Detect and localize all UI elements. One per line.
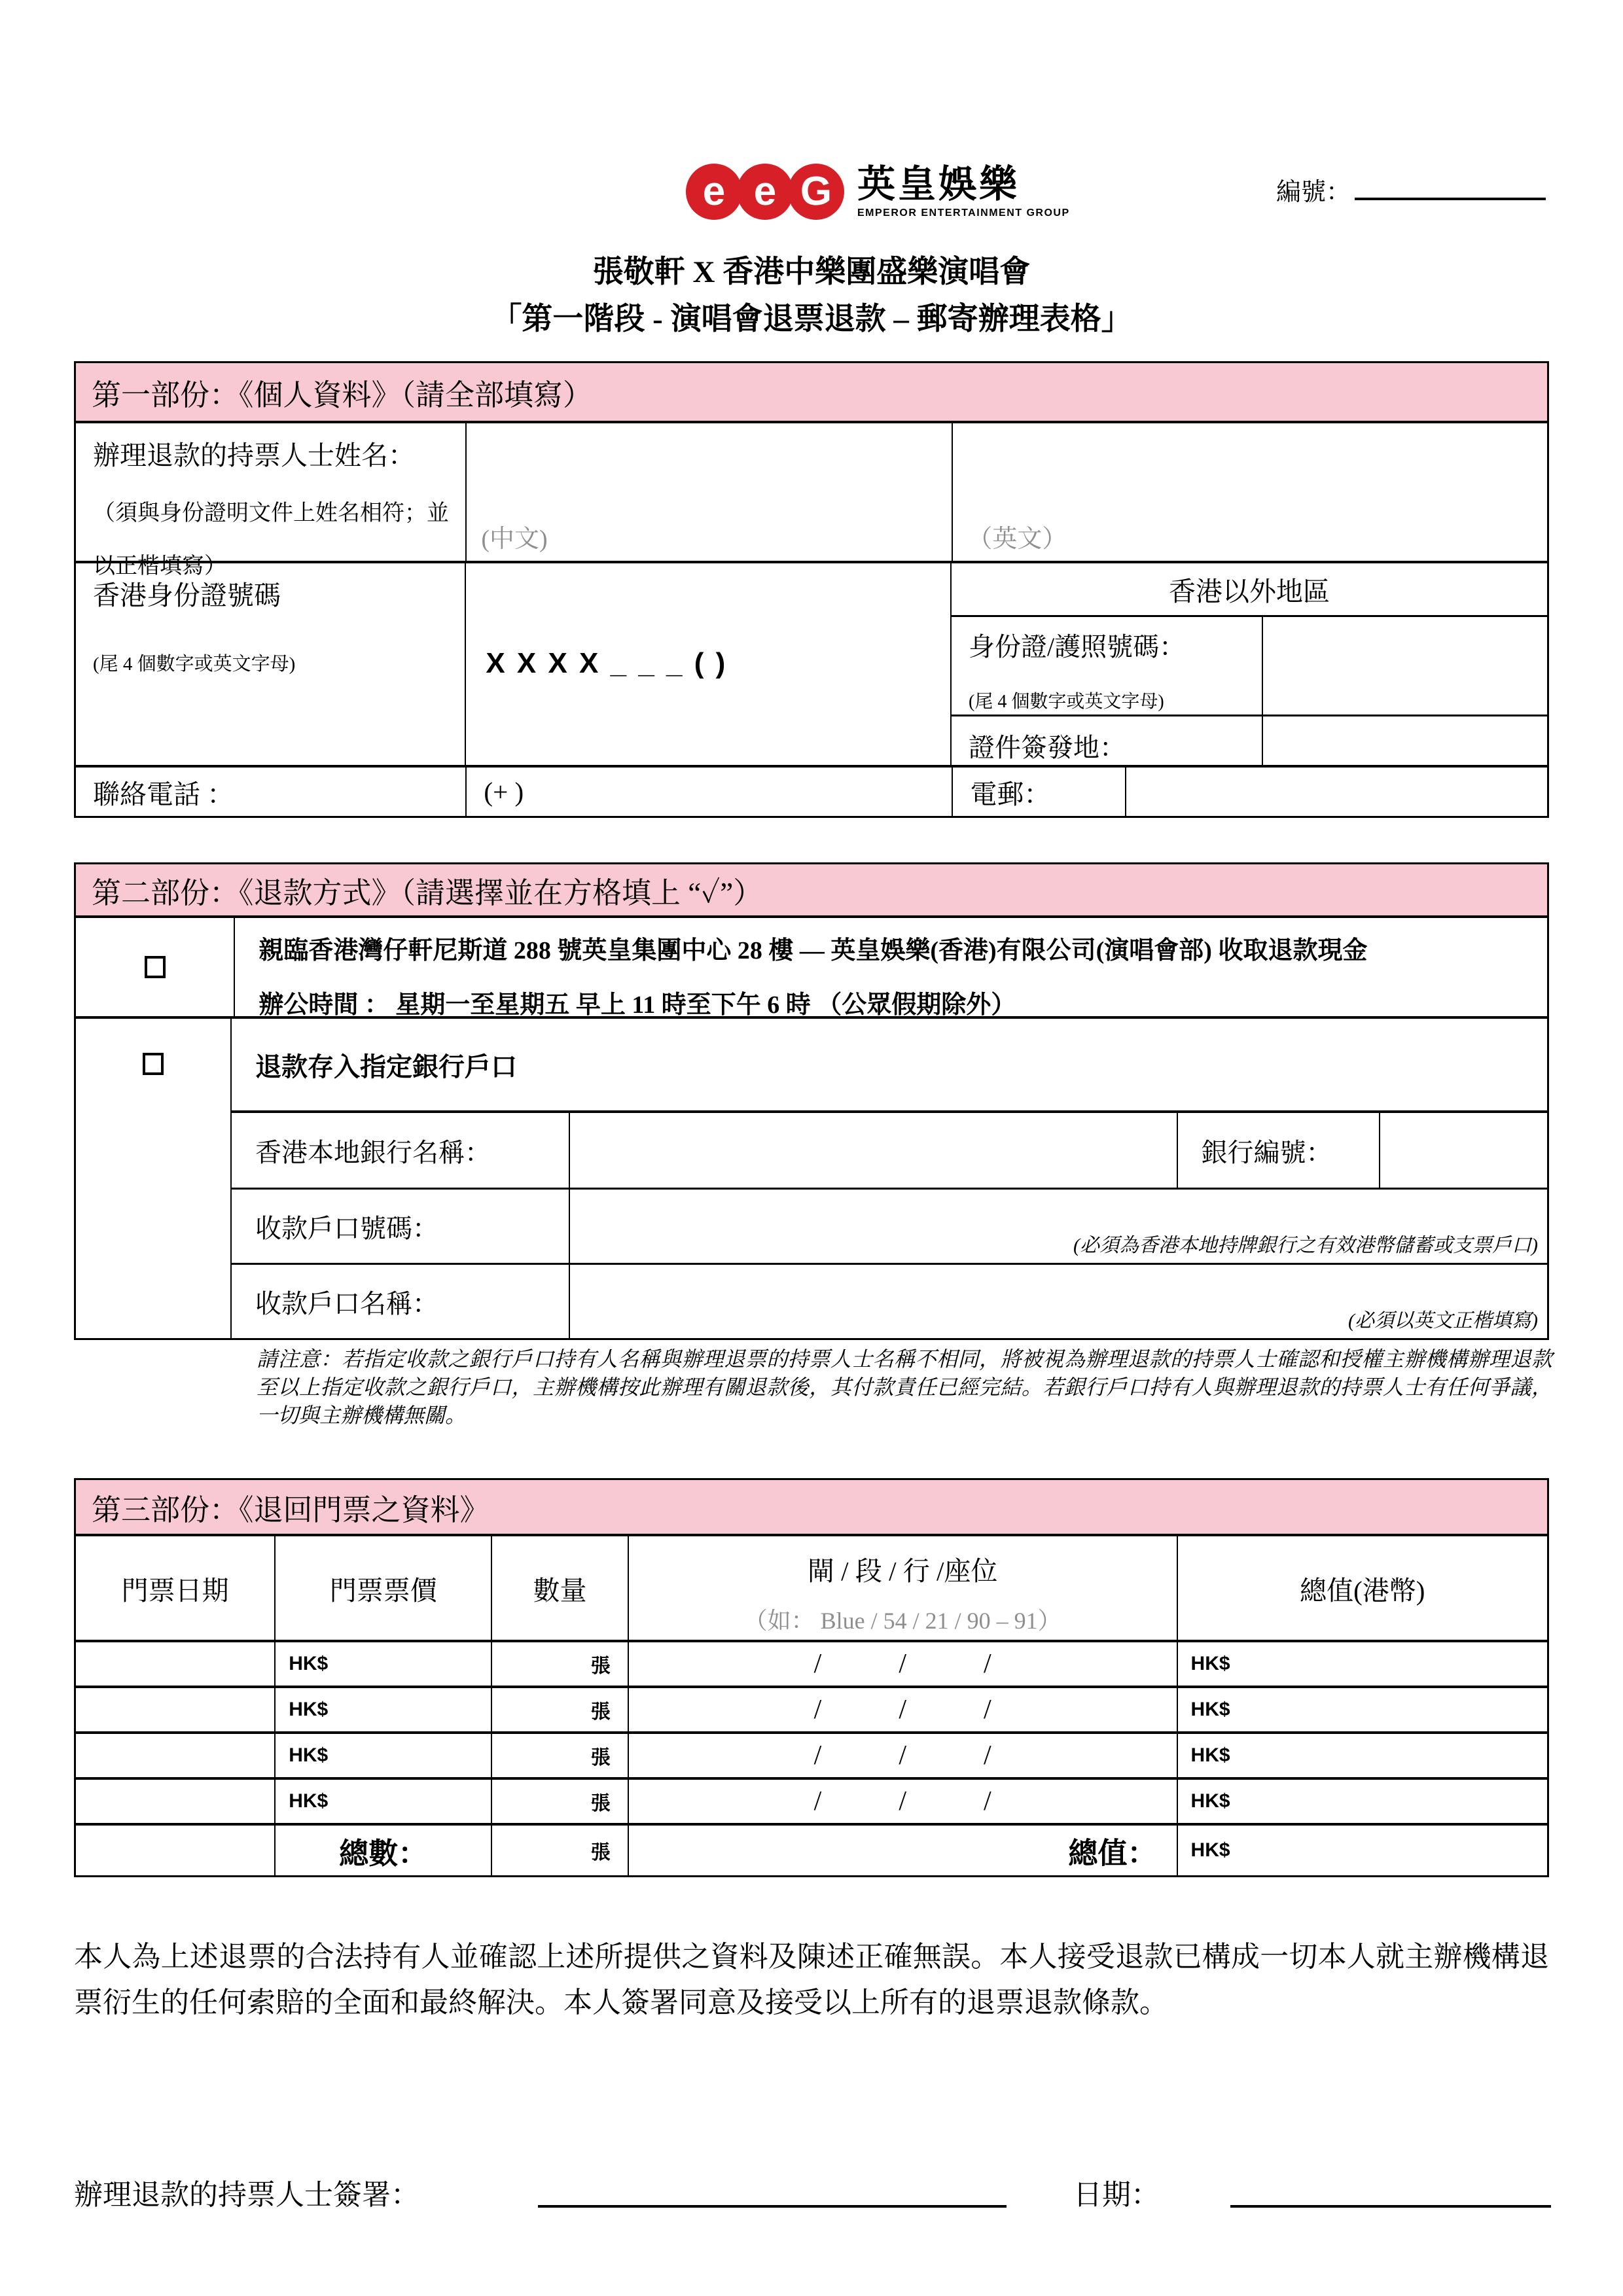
- hk-currency-label: HK$: [289, 1744, 329, 1766]
- section2-header: 第二部份：《退款方式》（請選擇並在方格填上 “✓”）: [76, 864, 1547, 918]
- email-input-field[interactable]: [1125, 768, 1547, 816]
- refund-option-bank-row: [76, 1016, 1547, 1338]
- ticket-row-2: [76, 1686, 1547, 1731]
- cash-checkbox-cell: [76, 918, 234, 1016]
- col-header-seat-example: （如： Blue / 54 / 21 / 90 – 91）: [743, 1608, 1061, 1634]
- hkid-mask: X X X X _ _ _ ( ): [486, 647, 728, 679]
- date-input-cell[interactable]: [76, 1780, 274, 1823]
- total-count-label: 總數：: [339, 1837, 428, 1870]
- phone-label: 聯絡電話 ：: [93, 779, 234, 809]
- overseas-cell: [950, 563, 1547, 765]
- seat-input-cell[interactable]: / / /: [628, 1642, 1177, 1686]
- reference-number-label: 編號：: [1276, 179, 1351, 206]
- account-name-input-field[interactable]: [569, 1265, 1547, 1338]
- hkid-row: [76, 561, 1547, 765]
- date-line[interactable]: [1230, 2171, 1551, 2208]
- hkid-label: 香港身份證號碼: [93, 580, 281, 610]
- account-number-label: 收款戶口號碼：: [255, 1213, 438, 1243]
- chinese-placeholder: (中文): [481, 525, 548, 553]
- col-header-seat-line1: 閘 / 段 / 行 /座位: [807, 1556, 998, 1586]
- qty-unit-label: 張: [590, 1842, 611, 1863]
- eeg-logo: [686, 164, 1070, 220]
- declaration-paragraph: 本人為上述退票的合法持有人並確認上述所提供之資料及陳述正確無誤。本人接受退款已構成一切本人就主辦機構退票衍生的任何索賠的全面和最終解決。本人簽署同意及接受以上所有的退票退款條款。: [74, 1941, 1549, 2019]
- cash-option-line2: 辦公時間 ： 星期一至星期五 早上 11 時至下午 6 時 （公眾假期除外）: [259, 991, 1016, 1019]
- row-total-input-cell[interactable]: [1177, 1734, 1547, 1777]
- english-placeholder: （英文）: [967, 525, 1067, 553]
- name-label: 辦理退款的持票人士姓名：: [93, 440, 415, 470]
- contact-row: [76, 765, 1547, 816]
- hk-currency-label: HK$: [1190, 1839, 1230, 1861]
- total-value-input-cell[interactable]: [1177, 1826, 1547, 1875]
- qty-unit-label: 張: [590, 1747, 611, 1769]
- col-header-qty: 數量: [491, 1536, 627, 1640]
- section2-table: [74, 862, 1549, 1340]
- date-input-cell[interactable]: [76, 1734, 274, 1777]
- reference-number-blank[interactable]: [1355, 171, 1546, 200]
- hk-currency-label: HK$: [289, 1653, 329, 1674]
- issue-place-label-cell: [952, 716, 1262, 766]
- name-english-field[interactable]: [952, 423, 1547, 561]
- total-value-label: 總值：: [1068, 1837, 1157, 1870]
- seat-input-cell[interactable]: / / /: [628, 1688, 1177, 1731]
- passport-input-field[interactable]: [1262, 617, 1547, 715]
- account-name-note: (必須以英文正楷填寫): [1348, 1310, 1538, 1332]
- name-note-line1: （須與身份證明文件上姓名相符；並: [93, 501, 449, 525]
- qty-input-cell[interactable]: [491, 1688, 627, 1731]
- bank-name-row: [232, 1110, 1547, 1188]
- section1-table: [74, 361, 1549, 818]
- passport-label: 身份證/護照號碼：: [969, 632, 1186, 662]
- refund-option-cash-row: [76, 918, 1547, 1019]
- issue-place-row: [952, 715, 1547, 766]
- col-header-total: 總值(港幣): [1177, 1536, 1547, 1640]
- hk-currency-label: HK$: [289, 1699, 329, 1720]
- total-qty-input-cell[interactable]: [491, 1826, 627, 1875]
- page-title: 張敬軒 X 香港中樂團盛樂演唱會: [592, 255, 1031, 289]
- bank-code-input-field[interactable]: [1379, 1113, 1547, 1188]
- brand-english: EMPEROR ENTERTAINMENT GROUP: [857, 207, 1070, 219]
- phone-input-field[interactable]: [465, 768, 952, 816]
- issue-place-input-field[interactable]: [1262, 716, 1547, 766]
- passport-note: (尾 4 個數字或英文字母): [969, 692, 1164, 712]
- email-label: 電郵：: [952, 768, 1124, 816]
- date-input-cell[interactable]: [76, 1642, 274, 1686]
- bank-checkbox-cell: [76, 1019, 230, 1338]
- name-row: [76, 423, 1547, 578]
- row-total-input-cell[interactable]: [1177, 1642, 1547, 1686]
- hk-currency-label: HK$: [1190, 1699, 1230, 1720]
- total-value-label-cell: [628, 1826, 1177, 1875]
- account-name-row: [232, 1263, 1547, 1338]
- account-name-label: 收款戶口名稱：: [255, 1288, 438, 1318]
- passport-row: [952, 617, 1547, 715]
- hk-currency-label: HK$: [1190, 1790, 1230, 1812]
- seat-input-cell[interactable]: / / /: [628, 1780, 1177, 1823]
- total-count-label-cell: [274, 1826, 491, 1875]
- ticket-row-4: [76, 1777, 1547, 1823]
- logo-circle-e1-icon: e: [686, 164, 742, 220]
- account-number-input-field[interactable]: [569, 1190, 1547, 1263]
- row-total-input-cell[interactable]: [1177, 1780, 1547, 1823]
- qty-input-cell[interactable]: [491, 1642, 627, 1686]
- date-input-cell[interactable]: [76, 1688, 274, 1731]
- bank-option-checkbox[interactable]: [143, 1053, 164, 1075]
- bank-option-label: 退款存入指定銀行戶口: [255, 1051, 517, 1082]
- bank-transfer-notice: 請注意：若指定收款之銀行戶口持有人名稱與辦理退票的持票人士名稱不相同，將被視為辦理退款的持票人士確認和授權主辦機構辦理退款至以上指定收款之銀行戶口，主辦機構按此辦理有關退款後，其付款責任已經完結。若銀行戶口持有人與辦理退款的持票人士有任何爭議，一切與主辦機構無關。: [257, 1347, 1552, 1428]
- hk-currency-label: HK$: [1190, 1653, 1230, 1674]
- bank-code-label: 銀行編號：: [1177, 1113, 1380, 1188]
- account-number-row: [232, 1188, 1547, 1263]
- qty-unit-label: 張: [590, 1701, 611, 1723]
- logo-text: [857, 164, 1070, 219]
- qty-unit-label: 張: [590, 1793, 611, 1814]
- qty-input-cell[interactable]: [491, 1734, 627, 1777]
- hkid-note: (尾 4 個數字或英文字母): [93, 654, 296, 675]
- name-chinese-field[interactable]: [465, 423, 952, 561]
- ticket-table-header-row: [76, 1536, 1547, 1640]
- cash-option-text: [234, 918, 1547, 1019]
- price-input-cell[interactable]: [274, 1734, 491, 1777]
- price-input-cell[interactable]: [274, 1688, 491, 1731]
- ticket-row-1: [76, 1640, 1547, 1686]
- reference-number: [1276, 171, 1546, 207]
- qty-unit-label: 張: [590, 1655, 611, 1677]
- price-input-cell[interactable]: [274, 1780, 491, 1823]
- section3-table: [74, 1478, 1549, 1877]
- bank-option-area: [230, 1019, 1547, 1338]
- date-label: 日期：: [1073, 2179, 1160, 2211]
- logo-circle-e2-icon: e: [737, 164, 793, 220]
- issue-place-label: 證件簽發地：: [969, 733, 1126, 762]
- col-header-price: 門票票價: [274, 1536, 491, 1640]
- ticket-total-row: [76, 1823, 1547, 1875]
- cash-option-line1: 親臨香港灣仔軒尼斯道 288 號英皇集團中心 28 樓 — 英皇娛樂(香港)有限公司(演唱會部) 收取退款現金: [259, 937, 1368, 964]
- hkid-label-cell: [76, 563, 465, 765]
- hkid-input-cell[interactable]: [465, 563, 950, 765]
- total-row-empty-cell: [76, 1826, 274, 1875]
- account-number-note: (必須為香港本地持牌銀行之有效港幣儲蓄或支票戶口): [1073, 1235, 1538, 1256]
- hk-currency-label: HK$: [1190, 1744, 1230, 1766]
- name-note-line2: 以正楷填寫）: [93, 554, 226, 578]
- overseas-header: 香港以外地區: [952, 563, 1547, 617]
- brand-chinese: 英皇娛樂: [857, 163, 1020, 205]
- hk-currency-label: HK$: [289, 1790, 329, 1812]
- qty-input-cell[interactable]: [491, 1780, 627, 1823]
- page-subtitle: 「第一階段 - 演唱會退票退款 – 郵寄辦理表格」: [491, 302, 1132, 336]
- eeg-logo-icon: [686, 164, 839, 220]
- bank-name-label: 香港本地銀行名稱：: [255, 1137, 491, 1167]
- signature-line[interactable]: [538, 2171, 1007, 2208]
- logo-circle-g-icon: G: [788, 164, 844, 220]
- col-header-seat: [628, 1536, 1177, 1640]
- passport-label-cell: [952, 617, 1262, 715]
- col-header-date: 門票日期: [121, 1575, 229, 1606]
- phone-prefix: (+ ): [484, 777, 524, 807]
- section1-header: 第一部份：《個人資料》（請全部填寫）: [76, 363, 1547, 423]
- price-input-cell[interactable]: [274, 1642, 491, 1686]
- section3-header: 第三部份：《退回門票之資料》: [76, 1480, 1547, 1536]
- name-label-cell: [76, 423, 465, 578]
- bank-name-input-field[interactable]: [569, 1113, 1177, 1188]
- signature-label: 辦理退款的持票人士簽署：: [74, 2179, 419, 2211]
- row-total-input-cell[interactable]: [1177, 1688, 1547, 1731]
- seat-input-cell[interactable]: / / /: [628, 1734, 1177, 1777]
- cash-option-checkbox[interactable]: [145, 956, 166, 978]
- ticket-row-3: [76, 1731, 1547, 1777]
